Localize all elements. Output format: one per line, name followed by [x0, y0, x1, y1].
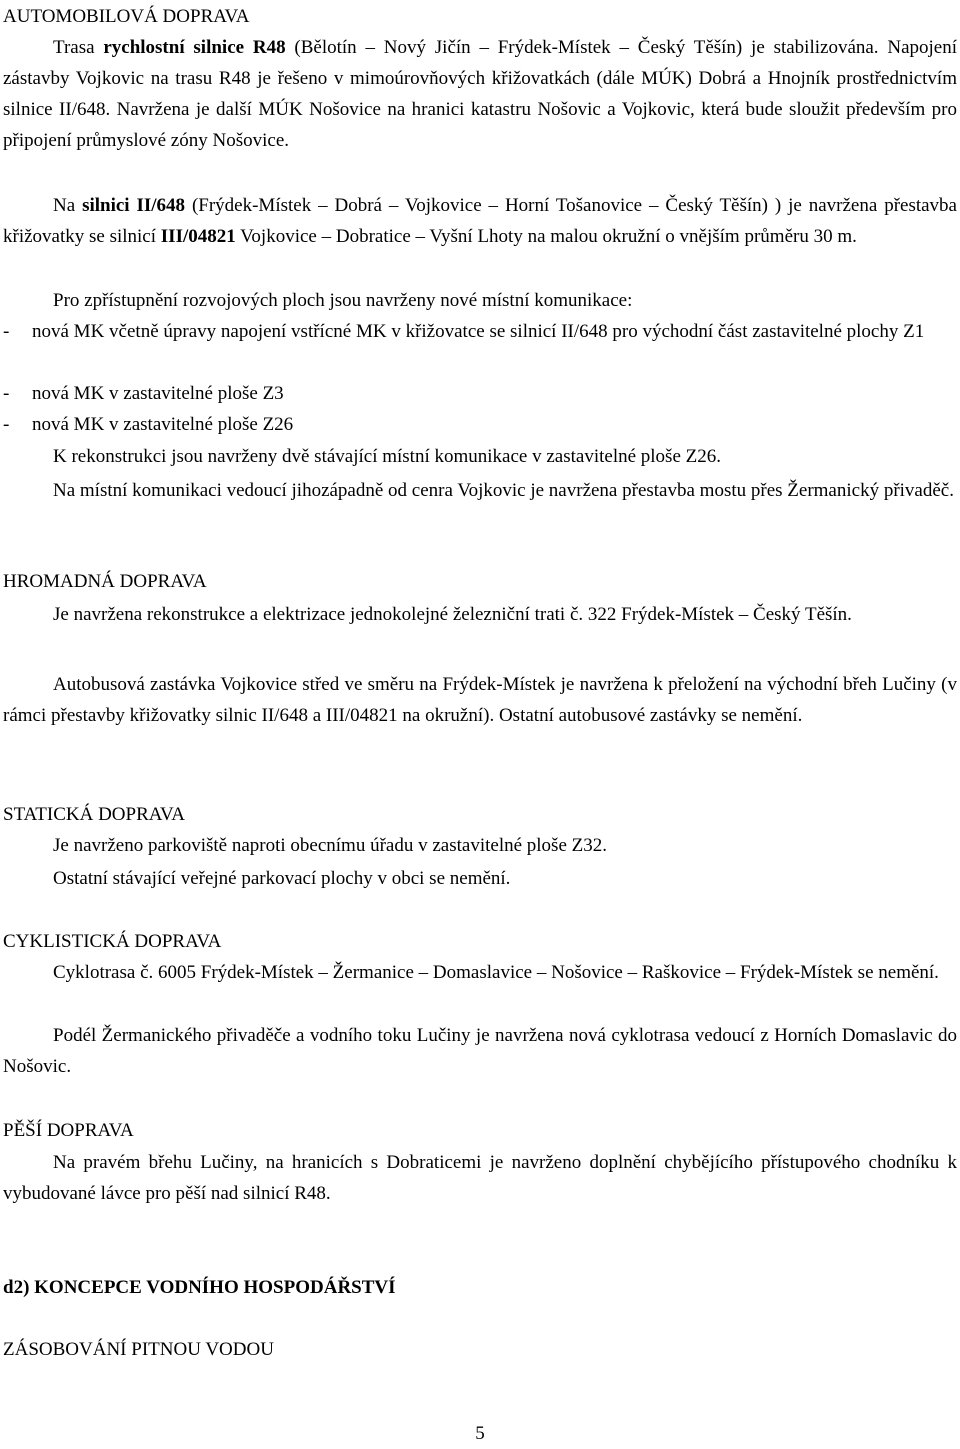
list-item: [3, 378, 957, 409]
list-dash: -: [3, 383, 10, 404]
paragraph-ii648: Na silnici II/648 (Frýdek-Místek – Dobrá – Vojkovice – Horní Tošanovice – Český Těšín) ) je navržena přestavba křižovatky se silnicí III/04821 Vojkovice – Dobratice – Vyšní Lhoty na malou okružní o vnějším průměru 30 m.: [3, 195, 957, 247]
list-item-text: nová MK v zastavitelné ploše Z3: [32, 383, 284, 404]
heading-pesi-doprava: PĚŠÍ DOPRAVA: [3, 1120, 134, 1141]
paragraph-chodnik: Na pravém břehu Lučiny, na hranicích s Dobraticemi je navrženo doplnění chybějícího přístupového chodníku k vybudované lávce pro pěší nad silnicí R48.: [3, 1152, 957, 1204]
paragraph-cyklotrasa: Cyklotrasa č. 6005 Frýdek-Místek – Žermanice – Domaslavice – Nošovice – Raškovice – Frýdek-Místek se nemění.: [53, 962, 939, 983]
heading-staticka-doprava: STATICKÁ DOPRAVA: [3, 804, 186, 825]
section-title-vodni-hospodarstvi: d2) KONCEPCE VODNÍHO HOSPODÁŘSTVÍ: [3, 1277, 396, 1298]
paragraph-most: Na místní komunikaci vedoucí jihozápadně od cenra Vojkovic je navržena přestavba mostu přes Žermanický přivaděč.: [53, 480, 954, 501]
list-item-text: nová MK včetně úpravy napojení vstřícné MK v křižovatce se silnicí II/648 pro východní část zastavitelné plochy Z1: [32, 321, 925, 342]
paragraph-zeleznice: Je navržena rekonstrukce a elektrizace jednokolejné železniční trati č. 322 Frýdek-Místek – Český Těšín.: [53, 604, 852, 625]
list-item-text: nová MK v zastavitelné ploše Z26: [32, 414, 294, 435]
bold-iii04821: III/04821: [160, 226, 236, 247]
list-dash: -: [3, 321, 10, 342]
paragraph-parkoviste: Je navrženo parkoviště naproti obecnímu úřadu v zastavitelné ploše Z32.: [53, 835, 607, 856]
paragraph-autobus: Autobusová zastávka Vojkovice střed ve směru na Frýdek-Místek je navržena k přeložení na východní břeh Lučiny (v rámci přestavby křižovatky silnic II/648 a III/04821 na okružní). Ostatní autobusové zastávky se nemění.: [3, 674, 957, 726]
list-item: [3, 316, 957, 347]
bold-ii648: silnici II/648: [82, 195, 186, 216]
page-number: 5: [475, 1423, 485, 1444]
heading-automobilova-doprava: AUTOMOBILOVÁ DOPRAVA: [3, 6, 250, 27]
list-item: [3, 409, 957, 440]
bold-r48: rychlostní silnice R48: [103, 37, 286, 58]
heading-hromadna-doprava: HROMADNÁ DOPRAVA: [3, 571, 207, 592]
heading-zasobovani-pitnou-vodou: ZÁSOBOVÁNÍ PITNOU VODOU: [3, 1339, 274, 1360]
paragraph-parkovaci-plochy: Ostatní stávající veřejné parkovací plochy v obci se nemění.: [53, 868, 511, 889]
paragraph-nova-cyklotrasa: Podél Žermanického přivaděče a vodního toku Lučiny je navržena nová cyklotrasa vedoucí z Horních Domaslavic do Nošovic.: [3, 1025, 957, 1077]
list-dash: -: [3, 414, 10, 435]
paragraph-mistni-komunikace: Pro zpřístupnění rozvojových ploch jsou navrženy nové místní komunikace:: [53, 290, 633, 311]
paragraph-r48: Trasa rychlostní silnice R48 (Bělotín – Nový Jičín – Frýdek-Místek – Český Těšín) je stabilizována. Napojení zástavby Vojkovic na trasu R48 je řešeno v mimoúrovňových křižovatkách (dále MÚK) Dobrá a Hnojník prostřednictvím silnice II/648. Navržena je další MÚK Nošovice na hranici katastru Nošovic a Vojkovic, která bude sloužit především pro připojení průmyslové zóny Nošovice.: [3, 37, 957, 151]
paragraph-rekonstrukce-mk: K rekonstrukci jsou navrženy dvě stávající místní komunikace v zastavitelné ploše Z26.: [53, 446, 721, 467]
heading-cyklisticka-doprava: CYKLISTICKÁ DOPRAVA: [3, 931, 222, 952]
